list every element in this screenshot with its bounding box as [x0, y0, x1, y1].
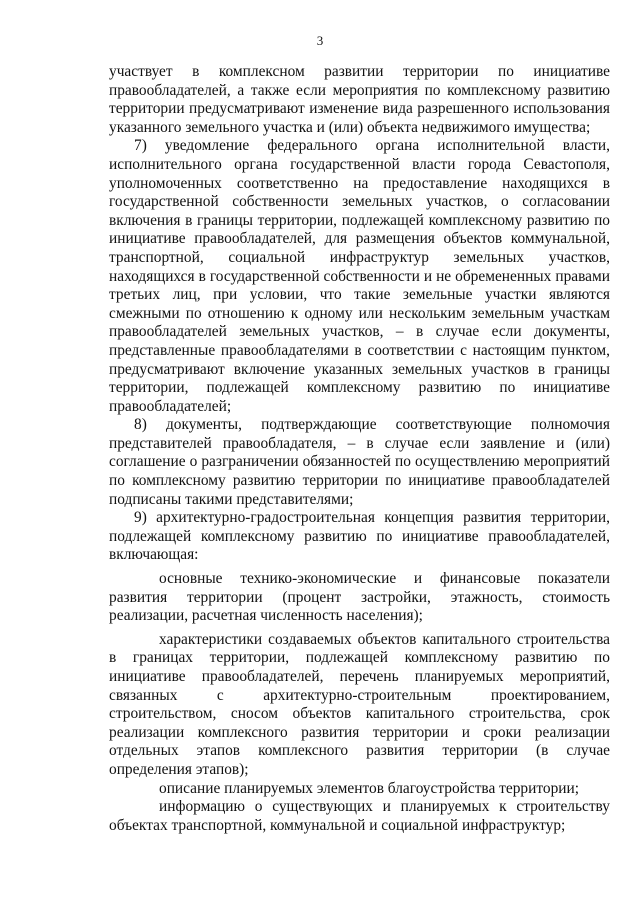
- paragraph-subitem-characteristics: характеристики создаваемых объектов капитального строительства в границах территории, подлежащей комплексному развитию по инициативе правообладателей, перечень планируемых мероприятий, связанных с архитектурно-строительным проектированием, строительством, сносом объектов капитального строительства, срок реализации комплексного развития территории и сроки реализации отдельных этапов комплексного развития территории (в случае определения этапов);: [109, 630, 610, 778]
- paragraph-continuation: участвует в комплексном развитии территории по инициативе правообладателей, а также если мероприятия по комплексному развитию территории предусматривают изменение вида разрешенного использования указанного земельного участка и (или) объекта недвижимого имущества;: [109, 63, 610, 136]
- paragraph-item-9: 9) архитектурно-градостроительная концепция развития территории, подлежащей комплексному развитию по инициативе правообладателей, включающая:: [109, 509, 610, 564]
- paragraph-item-7: 7) уведомление федерального органа исполнительной власти, исполнительного органа государственной власти города Севастополя, уполномоченных соответственно на предоставление находящихся в государственной собственности земельных участков, о согласовании включения в границы территории, подлежащей комплексному развитию по инициативе правообладателей, для размещения объектов коммунальной, транспортной, социальной инфраструктур земельных участков, находящихся в государственной собственности и не обремененных правами третьих лиц, при условии, что такие земельные участки являются смежными по отношению к одному или нескольким земельным участкам правообладателей земельных участков, – в случае если документы, представленные правообладателями в соответствии с настоящим пунктом, предусматривают включение указанных земельных участков в границы территории, подлежащей комплексному развитию по инициативе правообладателей;: [109, 137, 610, 415]
- page-number: 3: [316, 33, 324, 48]
- paragraph-subitem-infrastructure: информацию о существующих и планируемых к строительству объектах транспортной, коммунальной и социальной инфраструктур;: [109, 798, 610, 834]
- paragraph-item-8: 8) документы, подтверждающие соответствующие полномочия представителей правообладателя, – в случае если заявление и (или) соглашение о разграничении обязанностей по осуществлению мероприятий по комплексному развитию территории по инициативе правообладателей подписаны такими представителями;: [109, 416, 610, 508]
- paragraph-subitem-indicators: основные технико-экономические и финансовые показатели развития территории (процент застройки, этажность, стоимость реализации, расчетная численность населения);: [109, 570, 610, 625]
- document-body: [109, 63, 610, 835]
- paragraph-subitem-landscaping: описание планируемых элементов благоустройства территории;: [159, 779, 580, 797]
